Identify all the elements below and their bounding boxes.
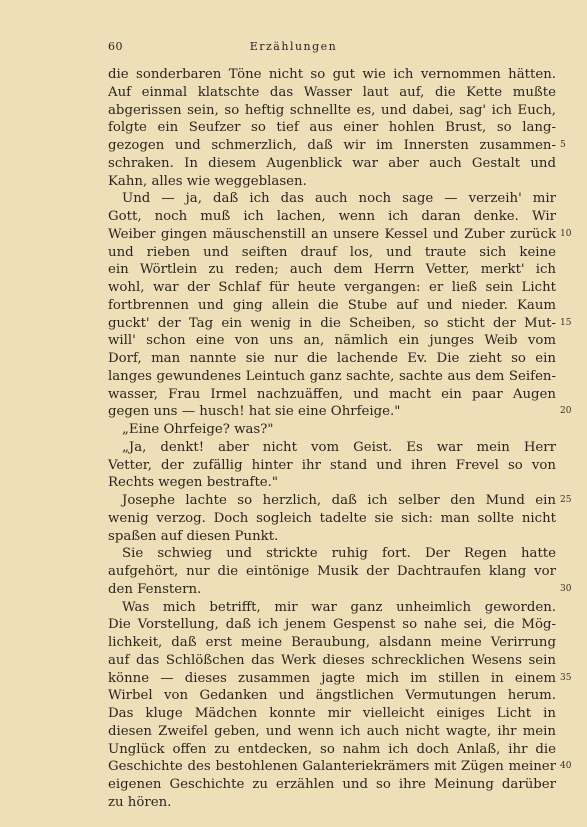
text-line bbox=[108, 492, 572, 510]
text-line bbox=[108, 776, 556, 794]
line-text: Kahn, alles wie weggeblasen. bbox=[108, 173, 307, 189]
text-line bbox=[108, 652, 556, 670]
text-line bbox=[108, 226, 572, 244]
text-line bbox=[108, 563, 556, 581]
text-line bbox=[108, 758, 572, 776]
text-line bbox=[108, 634, 556, 652]
text-line bbox=[108, 545, 556, 563]
text-line bbox=[108, 528, 556, 546]
line-text: wohl, war der Schlaf für heute vergangen: er ließ sein Licht bbox=[108, 280, 556, 295]
text-line bbox=[108, 705, 556, 723]
line-text: folgte ein Seufzer so tief aus einer hohlen Brust, so lang- bbox=[108, 120, 556, 136]
line-text: die sonderbaren Töne nicht so gut wie ich vernommen hätten. bbox=[108, 67, 556, 82]
text-line bbox=[108, 457, 556, 475]
text-line bbox=[108, 332, 556, 350]
text-line bbox=[108, 368, 556, 386]
text-line bbox=[108, 84, 556, 102]
line-text: Das kluge Mädchen konnte mir vielleicht einiges Licht in bbox=[108, 706, 556, 721]
text-line bbox=[108, 279, 556, 297]
line-number: 5 bbox=[560, 140, 566, 150]
text-line bbox=[108, 421, 556, 439]
text-line bbox=[108, 190, 556, 208]
text-body bbox=[108, 66, 572, 812]
text-line bbox=[108, 403, 572, 421]
line-text: Auf einmal klatschte das Wasser laut auf, die Kette mußte bbox=[108, 84, 556, 100]
line-text: guckt' der Tag ein wenig in die Scheiben, so sticht der Mut- bbox=[108, 315, 556, 331]
line-number: 10 bbox=[560, 228, 572, 239]
page-number: 60 bbox=[108, 40, 123, 53]
text-line bbox=[108, 350, 556, 368]
line-text: will' schon eine von uns an, nämlich ein junges Weib vom bbox=[108, 333, 556, 349]
text-line bbox=[108, 244, 556, 262]
line-text: diesen Zweifel geben, und wenn ich auch nicht wagte, ihr mein bbox=[108, 723, 556, 739]
text-line bbox=[108, 386, 556, 404]
line-number: 35 bbox=[560, 672, 572, 683]
line-text: auf das Schlößchen das Werk dieses schrecklichen Wesens sein bbox=[108, 652, 556, 668]
line-text: und rieben und seiften drauf los, und traute sich keine bbox=[108, 244, 556, 260]
line-text: Und — ja, daß ich das auch noch sage — verzeih' mir bbox=[122, 191, 556, 207]
text-line bbox=[108, 794, 556, 812]
line-text: Josephe lachte so herzlich, daß ich selber den Mund ein bbox=[122, 493, 556, 508]
page-header bbox=[0, 40, 587, 56]
text-line bbox=[108, 119, 556, 137]
line-number: 30 bbox=[560, 583, 572, 594]
text-line bbox=[108, 741, 556, 759]
line-text: Vetter, der zufällig hinter ihr stand und ihren Frevel so von bbox=[108, 457, 556, 473]
line-text: fortbrennen und ging allein die Stube auf und nieder. Kaum bbox=[108, 297, 556, 313]
text-line bbox=[108, 173, 556, 191]
text-line bbox=[108, 297, 556, 315]
line-text: zu hören. bbox=[108, 794, 172, 810]
text-line bbox=[108, 510, 556, 528]
line-text: spaßen auf diesen Punkt. bbox=[108, 528, 279, 544]
line-text: lichkeit, daß erst meine Beraubung, alsdann meine Verirrung bbox=[108, 635, 556, 650]
text-line bbox=[108, 315, 572, 333]
line-text: könne — dieses zusammen jagte mich im stillen in einem bbox=[108, 670, 556, 686]
line-text: Weiber gingen mäuschenstill an unsere Kessel und Zuber zurück bbox=[108, 226, 556, 242]
line-text: Was mich betrifft, mir war ganz unheimlich geworden. bbox=[122, 599, 556, 615]
text-line bbox=[108, 439, 556, 457]
text-line bbox=[108, 599, 556, 617]
text-line bbox=[108, 687, 556, 705]
line-text: wenig verzog. Doch sogleich tadelte sie sich: man sollte nicht bbox=[108, 510, 556, 526]
line-text: langes gewundenes Leintuch ganz sachte, sachte aus dem Seifen- bbox=[108, 368, 556, 384]
line-text: Geschichte des bestohlenen Galanteriekrämers mit Zügen meiner bbox=[108, 759, 556, 775]
line-number: 15 bbox=[560, 317, 572, 328]
line-number: 40 bbox=[560, 761, 572, 772]
line-text: aufgehört, nur die eintönige Musik der Dachtraufen klang vor bbox=[108, 564, 556, 579]
line-text: Sie schwieg und strickte ruhig fort. Der Regen hatte bbox=[122, 546, 556, 562]
line-text: Gott, noch muß ich lachen, wenn ich daran denke. Wir bbox=[108, 209, 556, 224]
line-text: gegen uns — husch! hat sie eine Ohrfeige." bbox=[108, 404, 401, 420]
line-text: „Ja, denkt! aber nicht vom Geist. Es war mein Herr bbox=[122, 439, 556, 455]
text-line bbox=[108, 137, 566, 155]
text-line bbox=[108, 474, 556, 492]
text-line bbox=[108, 66, 556, 84]
line-text: Die Vorstellung, daß ich jenem Gespenst so nahe sei, die Mög- bbox=[108, 617, 556, 633]
line-text: ein Wörtlein zu reden; auch dem Herrn Vetter, merkt' ich bbox=[108, 262, 556, 278]
line-number: 25 bbox=[560, 495, 572, 505]
line-text: schraken. In diesem Augenblick war aber auch Gestalt und bbox=[108, 155, 556, 171]
line-text: den Fenstern. bbox=[108, 581, 202, 597]
text-line bbox=[108, 155, 556, 173]
line-text: „Eine Ohrfeige? was?" bbox=[122, 422, 274, 437]
running-title: Erzählungen bbox=[249, 40, 338, 53]
text-line bbox=[108, 616, 556, 634]
line-text: eigenen Geschichte zu erzählen und so ihre Meinung darüber bbox=[108, 777, 556, 792]
text-line bbox=[108, 102, 556, 120]
line-text: abgerissen sein, so heftig schnellte es, und dabei, sag' ich Euch, bbox=[108, 102, 556, 118]
line-text: Rechts wegen bestrafte." bbox=[108, 475, 279, 491]
line-text: wasser, Frau Irmel nachzuäffen, und macht ein paar Augen bbox=[108, 386, 556, 402]
line-text: Dorf, man nannte sie nur die lachende Ev. Die zieht so ein bbox=[108, 351, 556, 366]
line-number: 20 bbox=[560, 406, 572, 417]
text-line bbox=[108, 670, 572, 688]
text-line bbox=[108, 261, 556, 279]
text-line bbox=[108, 208, 556, 226]
line-text: Wirbel von Gedanken und ängstlichen Vermutungen herum. bbox=[108, 688, 556, 704]
text-line bbox=[108, 581, 572, 599]
text-line bbox=[108, 723, 556, 741]
line-text: Unglück offen zu entdecken, so nahm ich doch Anlaß, ihr die bbox=[108, 741, 556, 757]
line-text: gezogen und schmerzlich, daß wir im Innersten zusammen- bbox=[108, 138, 556, 153]
